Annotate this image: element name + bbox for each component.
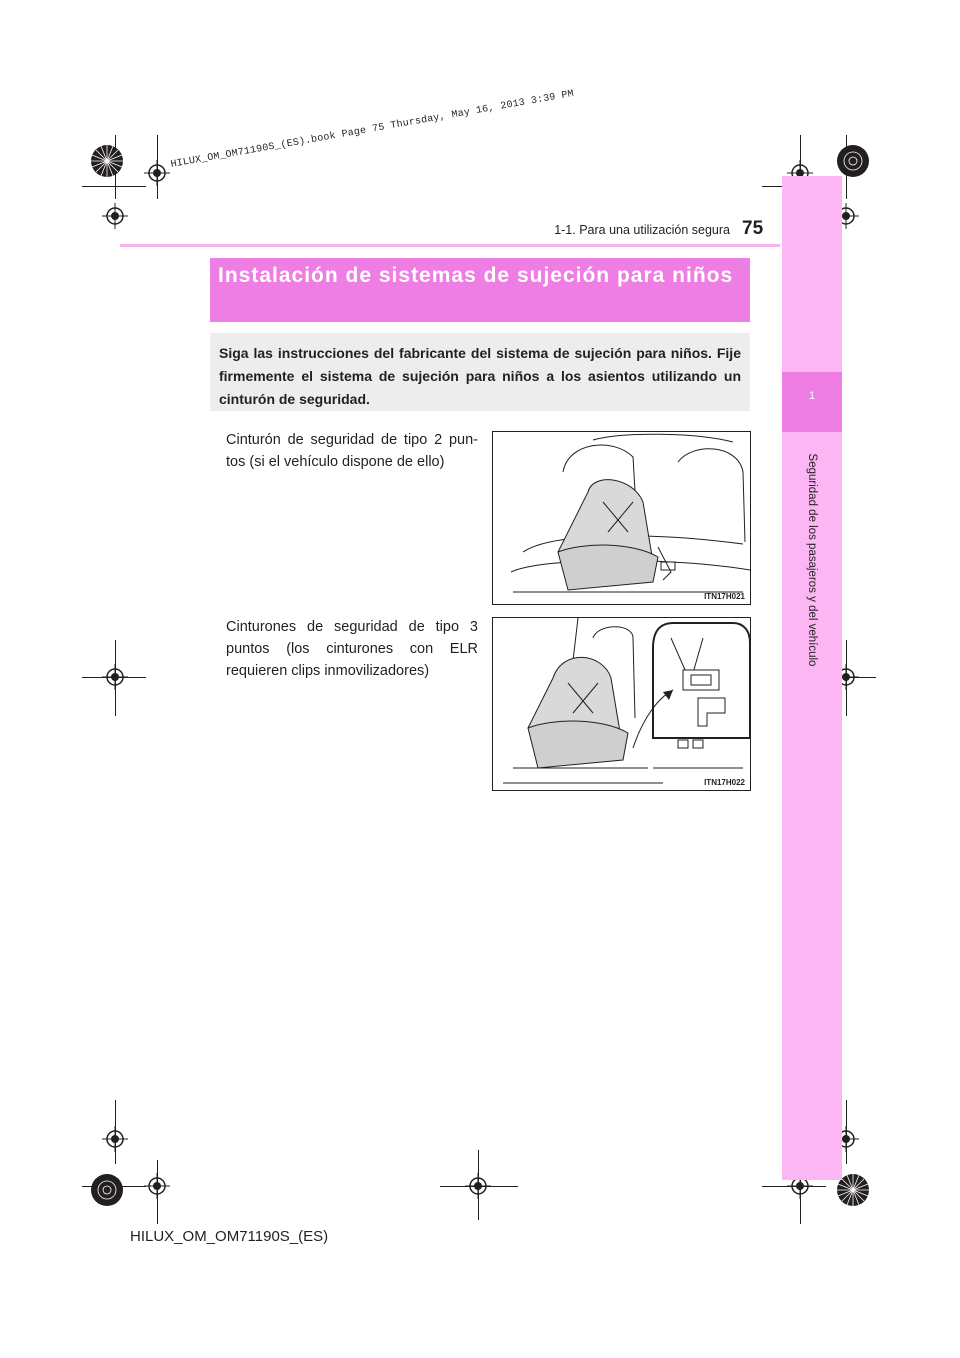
chapter-side-strip — [782, 176, 842, 1180]
chapter-tab — [782, 372, 842, 432]
registration-mark-icon — [836, 144, 870, 178]
footer-code: HILUX_OM_OM71190S_(ES) — [130, 1228, 329, 1245]
intro-box — [210, 333, 750, 411]
figure-2-point-belt — [492, 431, 751, 605]
figure-3-point-belt — [492, 617, 751, 791]
chapter-title: Seguridad de los pasajeros y del vehículo — [806, 453, 818, 667]
registration-mark-icon — [90, 144, 124, 178]
section-title-box — [210, 258, 750, 322]
chapter-number: 1 — [808, 390, 816, 402]
section-title: Instalación de sistemas de sujeción para niños — [218, 264, 734, 287]
item-text-3-point-belt: Cinturones de seguridad de tipo 3 puntos (los cinturones con ELR requieren clips inmovilizadores) — [226, 619, 478, 679]
crosshair-icon — [144, 1173, 170, 1199]
crosshair-icon — [102, 664, 128, 690]
crosshair-icon — [102, 1126, 128, 1152]
header-rule — [120, 244, 780, 247]
crosshair-icon — [465, 1173, 491, 1199]
page-number: 75 — [742, 218, 764, 239]
item-text-2-point-belt: Cinturón de seguridad de tipo 2 pun- tos (si el vehículo dispone de ello) — [226, 432, 478, 470]
crosshair-icon — [102, 203, 128, 229]
child-seat-locking-clip-illustration — [493, 618, 750, 790]
figure-label: ITN17H022 — [704, 778, 745, 787]
registration-mark-icon — [90, 1173, 124, 1207]
crosshair-icon — [144, 160, 170, 186]
child-seat-rear-illustration — [493, 432, 750, 604]
figure-label: ITN17H021 — [704, 592, 745, 601]
book-stamp: HILUX_OM_OM71190S_(ES).book Page 75 Thursday, May 16, 2013 3:39 PM — [170, 88, 575, 171]
section-header: 1-1. Para una utilización segura — [554, 223, 730, 237]
intro-text: Siga las instrucciones del fabricante del sistema de sujeción para niños. Fije firmemente el sistema de sujeción para niños a los asientos utilizando un cinturón de seguridad. — [219, 345, 741, 407]
